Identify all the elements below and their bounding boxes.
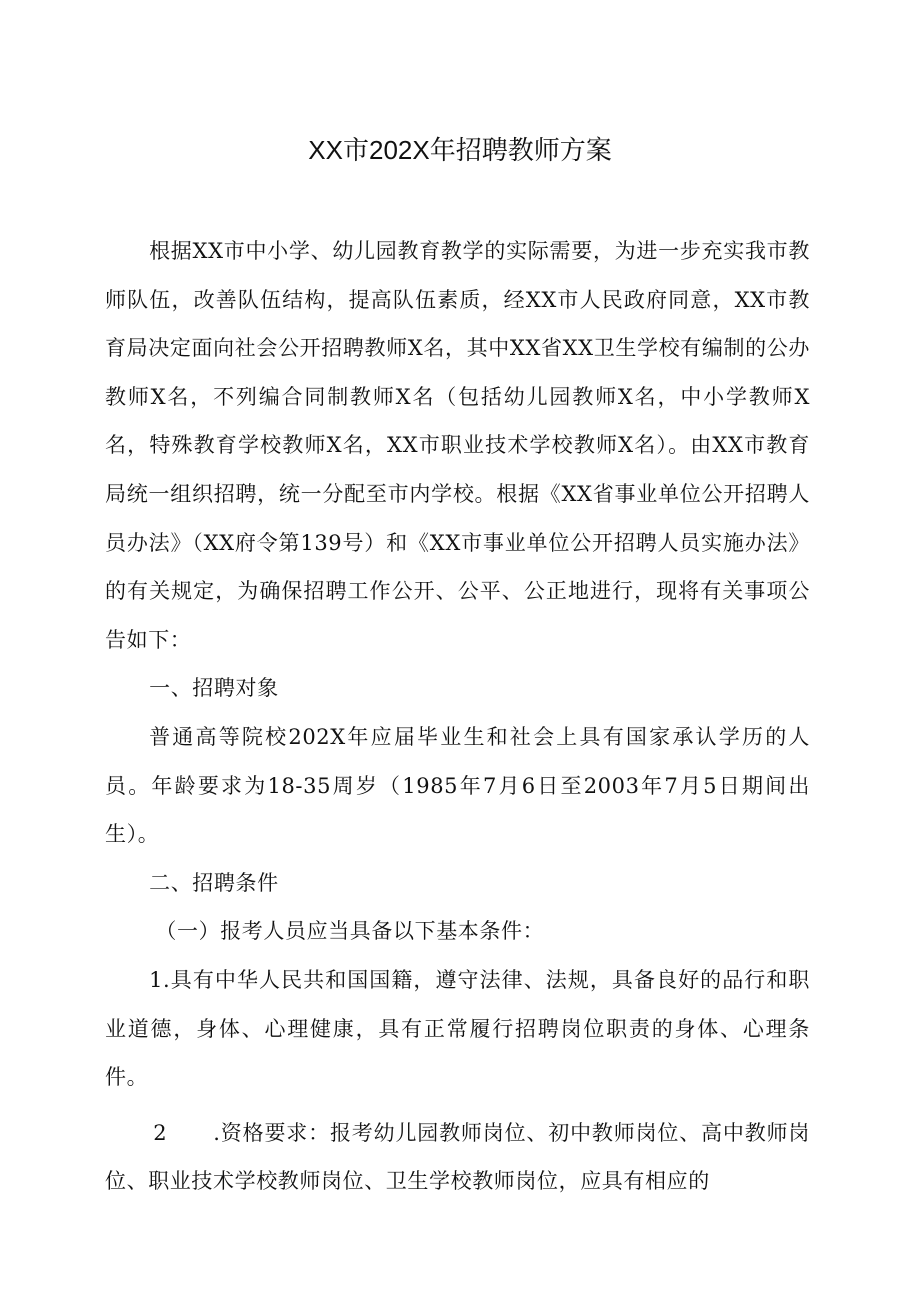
item2-number: 2: [153, 1120, 168, 1145]
document-body: [105, 227, 810, 1206]
section2-heading: 二、招聘条件: [149, 870, 279, 895]
item1-paragraph: 1.具有中华人民共和国国籍，遵守法律、法规，具备良好的品行和职业道德，身体、心理健康，具有正常履行招聘岗位职责的身体、心理条件。: [105, 967, 810, 1090]
item2-paragraph: [105, 1109, 810, 1206]
subsection1-heading: （一）报考人员应当具备以下基本条件：: [155, 919, 545, 944]
intro-paragraph: 根据XX市中小学、幼儿园教育教学的实际需要，为进一步充实我市教师队伍，改善队伍结构，提高队伍素质，经XX市人民政府同意，XX市教育局决定面向社会公开招聘教师X名，其中XX省XX卫生学校有编制的公办教师X名，不列编合同制教师X名（包括幼儿园教师X名，中小学教师X名，特殊教育学校教师X名，XX市职业技术学校教师X名）。由XX市教育局统一组织招聘，统一分配至市内学校。根据《XX省事业单位公开招聘人员办法》（XX府令第139号）和《XX市事业单位公开招聘人员实施办法》的有关规定，为确保招聘工作公开、公平、公正地进行，现将有关事项公告如下：: [105, 239, 810, 652]
section1-paragraph: 普通高等院校202X年应届毕业生和社会上具有国家承认学历的人员。年龄要求为18-35周岁（1985年7月6日至2003年7月5日期间出生）。: [105, 724, 810, 847]
document-title: XX市202X年招聘教师方案: [308, 135, 612, 165]
section1-heading: 一、招聘对象: [149, 676, 279, 701]
item2-text: .资格要求：报考幼儿园教师岗位、初中教师岗位、高中教师岗位、职业技术学校教师岗位、卫生学校教师岗位，应具有相应的: [105, 1120, 810, 1194]
